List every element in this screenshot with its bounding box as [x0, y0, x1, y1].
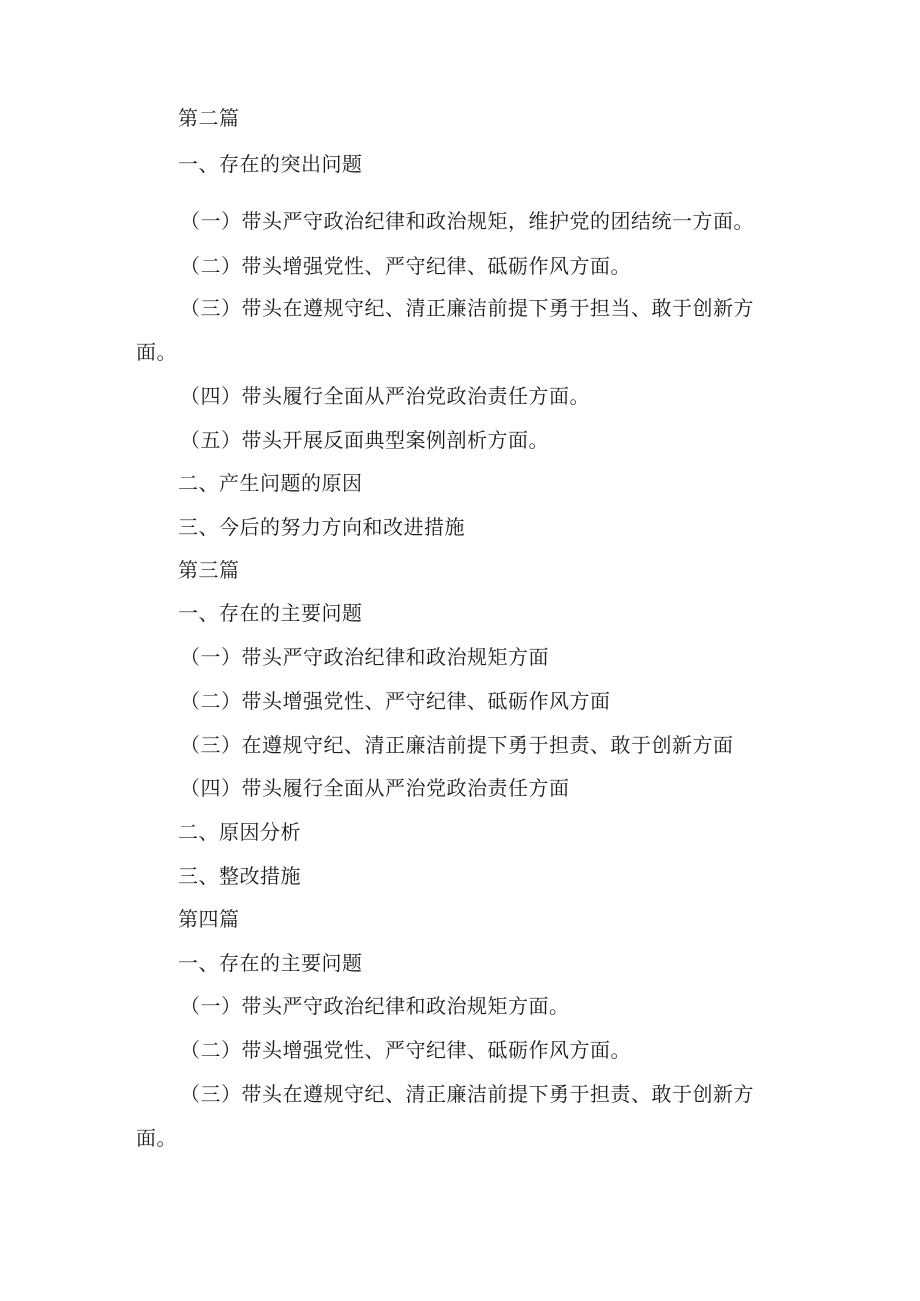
section-heading: 一、存在的突出问题 — [178, 152, 363, 176]
section-heading: 二、原因分析 — [178, 820, 301, 844]
section-heading: 三、整改措施 — [178, 864, 301, 888]
list-item: （五）带头开展反面典型案例剖析方面。 — [180, 428, 549, 452]
list-item: （三）在遵规守纪、清正廉洁前提下勇于担责、敢于创新方面 — [180, 733, 734, 757]
list-item: （一）带头严守政治纪律和政治规矩，维护党的团结统一方面。 — [180, 209, 754, 233]
list-item: （三）带头在遵规守纪、清正廉洁前提下勇于担当、敢于创新方 — [180, 296, 754, 320]
section-heading: 一、存在的主要问题 — [178, 601, 363, 625]
list-item-continuation: 面。 — [136, 340, 177, 364]
section-heading: 三、今后的努力方向和改进措施 — [178, 515, 465, 539]
part-heading: 第三篇 — [178, 558, 240, 582]
list-item: （四）带头履行全面从严治党政治责任方面 — [180, 776, 570, 800]
part-heading: 第二篇 — [178, 106, 240, 130]
list-item: （一）带头严守政治纪律和政治规矩方面。 — [180, 994, 570, 1018]
section-heading: 二、产生问题的原因 — [178, 471, 363, 495]
list-item: （三）带头在遵规守纪、清正廉洁前提下勇于担责、敢于创新方 — [180, 1082, 754, 1106]
list-item: （二）带头增强党性、严守纪律、砥砺作风方面。 — [180, 1038, 631, 1062]
list-item-continuation: 面。 — [136, 1126, 177, 1150]
list-item: （四）带头履行全面从严治党政治责任方面。 — [180, 384, 590, 408]
part-heading: 第四篇 — [178, 907, 240, 931]
list-item: （二）带头增强党性、严守纪律、砥砺作风方面。 — [180, 254, 631, 278]
list-item: （二）带头增强党性、严守纪律、砥砺作风方面 — [180, 689, 611, 713]
list-item: （一）带头严守政治纪律和政治规矩方面 — [180, 645, 549, 669]
section-heading: 一、存在的主要问题 — [178, 951, 363, 975]
